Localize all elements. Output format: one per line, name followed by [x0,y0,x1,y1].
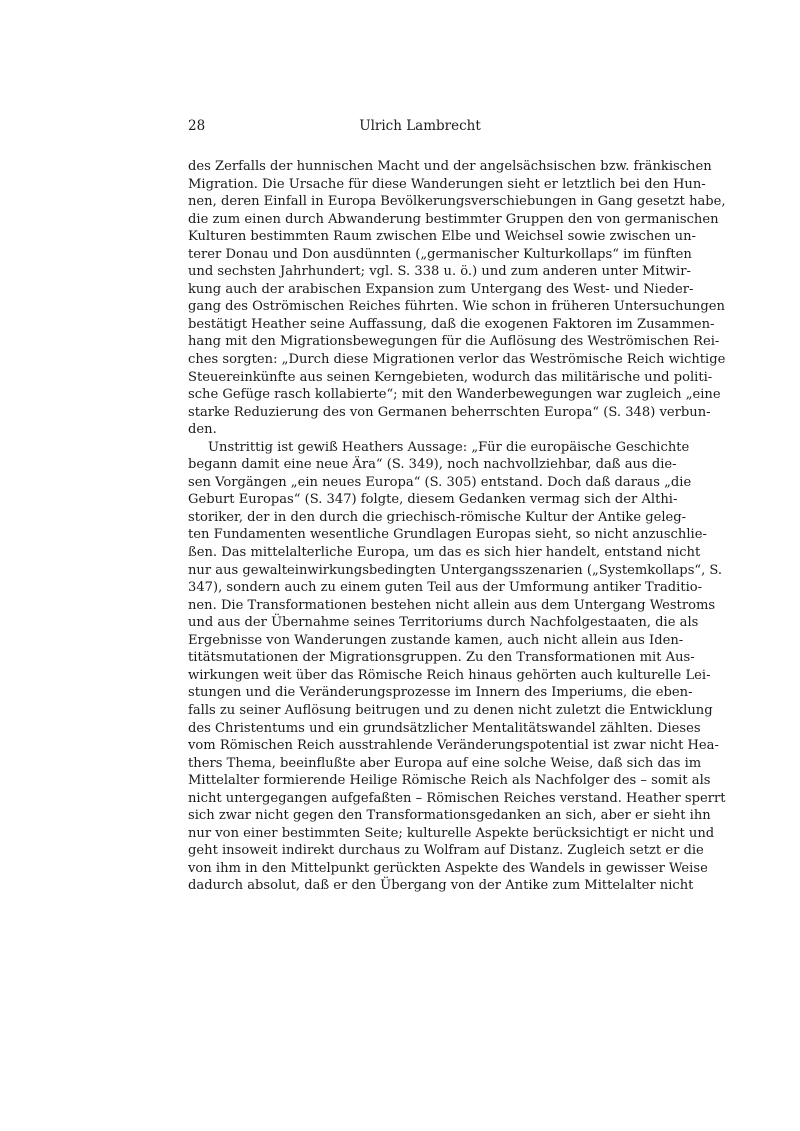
text-line: Kulturen bestimmten Raum zwischen Elbe und Weichsel sowie zwischen un- [188,229,696,245]
text-line: nen. Die Transformationen bestehen nicht allein aus dem Untergang Westroms [188,597,716,613]
text-line: stungen und die Veränderungsprozesse im Innern des Imperiums, die eben- [188,685,693,701]
text-line: Ergebnisse von Wanderungen zustande kamen, auch nicht allein aus Iden- [188,632,684,648]
text-line: begann damit eine neue Ära“ (S. 349), noch nachvollziehbar, daß aus die- [188,457,677,473]
text-line: die zum einen durch Abwanderung bestimmter Gruppen den von germanischen [188,211,719,227]
text-line: vom Römischen Reich ausstrahlende Veränderungspotential ist zwar nicht Hea- [188,738,719,754]
text-line: thers Thema, beeinflußte aber Europa auf eine solche Weise, daß sich das im [188,755,702,771]
paragraph-first-line: Unstrittig ist gewiß Heathers Aussage: „Für die europäische Geschichte [208,439,690,455]
text-line: nur von einer bestimmten Seite; kulturelle Aspekte berücksichtigt er nicht und [188,825,715,841]
text-line: gang des Oströmischen Reiches führten. Wie schon in früheren Untersuchungen [188,299,725,315]
text-line: ches sorgten: „Durch diese Migrationen verlor das Weströmische Reich wichtige [188,352,726,368]
text-line: terer Donau und Don ausdünnten („germanischer Kulturkollaps“ im fünften [188,246,692,262]
text-line: geht insoweit indirekt durchaus zu Wolfram auf Distanz. Zugleich setzt er die [188,843,704,859]
text-line: sen Vorgängen „ein neues Europa“ (S. 305) entstand. Doch daß daraus „die [188,474,692,490]
text-line: kung auch der arabischen Expansion zum Untergang des West- und Nieder- [188,281,694,297]
text-line: Migration. Die Ursache für diese Wanderungen sieht er letztlich bei den Hun- [188,176,706,192]
text-line: und sechsten Jahrhundert; vgl. S. 338 u. ö.) und zum anderen unter Mitwir- [188,264,691,280]
text-line: hang mit den Migrationsbewegungen für die Auflösung des Weströmischen Rei- [188,334,720,350]
text-line: bestätigt Heather seine Auffassung, daß die exogenen Faktoren im Zusammen- [188,316,715,332]
body-text [188,158,726,895]
text-line: des Zerfalls der hunnischen Macht und der angelsächsischen bzw. fränkischen [188,159,712,174]
text-line: storiker, der in den durch die griechisch-römische Kultur der Antike geleg- [188,509,687,525]
text-line: Geburt Europas“ (S. 347) folgte, diesem Gedanken vermag sich der Althi- [188,492,678,508]
text-line: den. [188,422,217,438]
text-line: sche Gefüge rasch kollabierte“; mit den Wanderbewegungen war zugleich „eine [188,387,721,403]
page-number: 28 [188,118,206,134]
text-line: ten Fundamenten wesentliche Grundlagen Europas sieht, so nicht anzuschlie- [188,527,707,543]
text-line: Steuereinkünfte aus seinen Kerngebieten, wodurch das militärische und politi- [188,369,713,385]
text-line: wirkungen weit über das Römische Reich hinaus gehörten auch kulturelle Lei- [188,667,711,683]
text-line: sich zwar nicht gegen den Transformationsgedanken an sich, aber er sieht ihn [188,808,711,824]
text-line: des Christentums und ein grundsätzlicher Mentalitätswandel zählten. Dieses [188,720,701,736]
text-line: falls zu seiner Auflösung beitrugen und zu denen nicht zuletzt die Entwicklung [188,702,713,718]
text-line: titätsmutationen der Migrationsgruppen. Zu den Transformationen mit Aus- [188,650,695,666]
text-line: nicht untergegangen aufgefaßten – Römischen Reiches verstand. Heather sperrt [188,790,726,806]
text-line: und aus der Übernahme seines Territoriums durch Nachfolgestaaten, die als [188,615,699,631]
text-line: dadurch absolut, daß er den Übergang von der Antike zum Mittelalter nicht [188,878,694,894]
text-line: starke Reduzierung des von Germanen beherrschten Europa“ (S. 348) verbun- [188,404,711,420]
text-line: Mittelalter formierende Heilige Römische Reich als Nachfolger des – somit als [188,773,711,789]
text-line: von ihm in den Mittelpunkt gerückten Aspekte des Wandels in gewisser Weise [188,860,708,876]
running-head-author: Ulrich Lambrecht [359,118,481,134]
running-head [188,118,652,138]
text-line: 347), sondern auch zu einem guten Teil aus der Umformung antiker Traditio- [188,580,703,596]
text-line: ßen. Das mittelalterliche Europa, um das es sich hier handelt, entstand nicht [188,545,701,561]
text-line: nur aus gewalteinwirkungsbedingten Untergangsszenarien („Systemkollaps“, S. [188,562,723,578]
text-line: nen, deren Einfall in Europa Bevölkerungsverschiebungen in Gang gesetzt habe, [188,194,726,210]
